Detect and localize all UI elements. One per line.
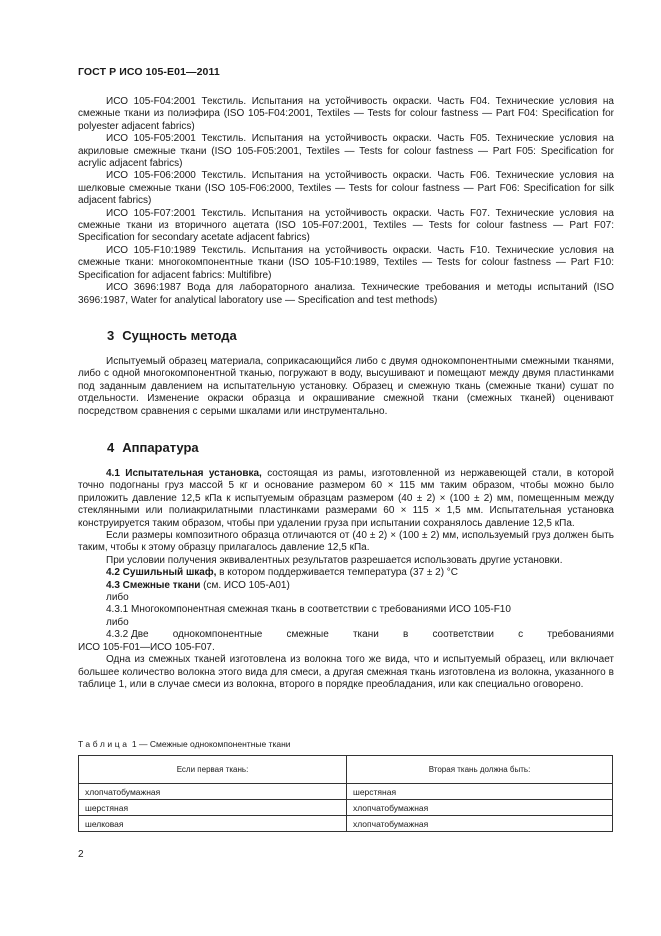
paragraph: При условии получения эквивалентных результатов разрешается использовать другие установки.	[106, 554, 563, 566]
reference-item: ИСО 105-F07:2001 Текстиль. Испытания на устойчивость окраски. Часть F07. Технические условия на смежные ткани из вторичного ацетата (ISO 105-F07:2001, Textiles — Tests for colour fastness — Part F07: Specification for secondary acetate adjacent fabrics)	[78, 207, 614, 244]
table-cell: хлопчатобумажная	[79, 784, 347, 800]
caption-text: 1 — Смежные однокомпонентные ткани	[131, 739, 291, 749]
clause-text: состоящая из рамы, изготовленной из нержавеющей стали, в которой точно подогнаны груз массой 5 кг и основание размером 60 × 115 мм таким образом, чтобы можно было приложить давление 12,5 кПа к испытуемым образцам размером (40 ± 2) × (100 ± 2) мм, помещенным между стеклянными или полиакрилатными пластинками размерами 60 × 115 × 1,5 мм. Испытательная установка конструируется таким образом, чтобы при удалении груза при испытании сохранялось давление 12,5 кПа.	[78, 468, 614, 529]
or-line: либо	[106, 592, 129, 604]
word: смежные	[286, 629, 329, 641]
section-title: Сущность метода	[122, 328, 237, 343]
column-header: Вторая ткань должна быть:	[347, 756, 613, 784]
or-line: либо	[106, 616, 129, 628]
table-row	[79, 816, 613, 832]
paragraph: Если размеры композитного образца отличаются от (40 ± 2) × (100 ± 2) мм, используемый груз должен быть таким, чтобы к этому образцу прилагалось давление 12,5 кПа.	[78, 530, 614, 554]
caption-prefix: Таблица	[78, 739, 130, 749]
paragraph-4-3	[78, 580, 614, 592]
section-3-body	[78, 356, 614, 418]
page-number: 2	[78, 849, 84, 860]
word: 4.3.2 Две	[106, 629, 149, 641]
reference-item: ИСО 105-F10:1989 Текстиль. Испытания на устойчивость окраски. Часть F10. Технические условия на смежные ткани: многокомпонентные ткани (ISO 105-F10:1989, Textiles — Tests for colour fastness — Part F10: Specification for adjacent fabrics: Multifibre)	[78, 244, 614, 281]
paragraph: Одна из смежных тканей изготовлена из волокна того же вида, что и испытуемый образец, или включает большее количество волокна этого вида для смеси, а другая смежная ткань изготовлена из волокна, указанного в таблице 1, или в случае смеси из волокна, второго в порядке преобладания, или как специально оговорено.	[78, 654, 614, 690]
paragraph-4-1	[78, 468, 614, 530]
reference-item: ИСО 105-F05:2001 Текстиль. Испытания на устойчивость окраски. Часть F05. Технические условия на акриловые смежные ткани (ISO 105-F05:2001, Textiles — Tests for colour fastness — Part F05: Specification for acrylic adjacent fabrics)	[78, 133, 614, 170]
table-cell: хлопчатобумажная	[347, 816, 613, 832]
word: с	[518, 629, 524, 641]
reference-item: ИСО 105-F04:2001 Текстиль. Испытания на устойчивость окраски. Часть F04. Технические условия на смежные ткани из полиэфира (ISO 105-F04:2001, Textiles — Tests for colour fastness — Part F04: Specification for polyester adjacent fabrics)	[78, 96, 614, 132]
table-cell: хлопчатобумажная	[347, 800, 613, 816]
document-header: ГОСТ Р ИСО 105-Е01—2011	[78, 66, 220, 78]
section-number: 4	[107, 440, 115, 455]
clause-label: 4.1 Испытательная установка,	[106, 468, 262, 479]
table-row	[79, 784, 613, 800]
section-4-body	[78, 468, 614, 691]
table-header-row	[79, 756, 613, 784]
paragraph-4-3-1: 4.3.1 Многокомпонентная смежная ткань в соответствии с требованиями ИСО 105-F10	[106, 604, 511, 616]
table-cell: шерстяная	[79, 800, 347, 816]
table-row	[79, 800, 613, 816]
word: однокомпонентные	[172, 629, 263, 641]
reference-item: ИСО 3696:1987 Вода для лабораторного анализа. Технические требования и методы испытаний (ISO 3696:1987, Water for analytical laboratory use — Specification and test methods)	[78, 282, 614, 306]
paragraph-4-3-2-line	[78, 629, 614, 641]
section-title: Аппаратура	[122, 440, 199, 455]
column-header: Если первая ткань:	[79, 756, 347, 784]
clause-text: в котором поддерживается температура (37 ± 2) °C	[219, 567, 459, 579]
word: требованиями	[547, 629, 614, 641]
section-3-heading	[107, 328, 237, 343]
table-cell: шелковая	[79, 816, 347, 832]
word: в	[402, 629, 409, 641]
table-caption	[78, 739, 291, 749]
clause-label: 4.2 Сушильный шкаф,	[106, 567, 217, 579]
word: соответствии	[432, 629, 494, 641]
clause-text: (см. ИСО 105-А01)	[203, 579, 290, 591]
section-number: 3	[107, 328, 115, 343]
reference-item: ИСО 105-F06:2000 Текстиль. Испытания на устойчивость окраски. Часть F06. Технические условия на шелковые смежные ткани (ISO 105-F06:2000, Textiles — Tests for colour fastness — Part F06: Specification for silk adjacent fabrics)	[78, 170, 614, 207]
paragraph-4-2	[78, 567, 614, 579]
section-4-heading	[107, 440, 199, 455]
adjacent-fabrics-table	[78, 755, 613, 832]
table-cell: шерстяная	[347, 784, 613, 800]
paragraph: Испытуемый образец материала, соприкасающийся либо с двумя однокомпонентными смежными тканями, либо с одной многокомпонентной тканью, погружают в воду, высушивают и помещают между двумя пластинками под заданным давлением на испытательную установку. Образец и смежную ткань (смежные ткани) сушат по отдельности. Изменение окраски образца и окрашивание смежной ткани (смежных тканей) оценивают посредством сравнения с серыми шкалами или инструментально.	[78, 356, 614, 417]
paragraph-4-3-2-end: ИСО 105-F01—ИСО 105-F07.	[78, 641, 215, 653]
word: ткани	[352, 629, 379, 641]
clause-label: 4.3 Смежные ткани	[106, 579, 201, 591]
normative-references	[78, 96, 614, 307]
